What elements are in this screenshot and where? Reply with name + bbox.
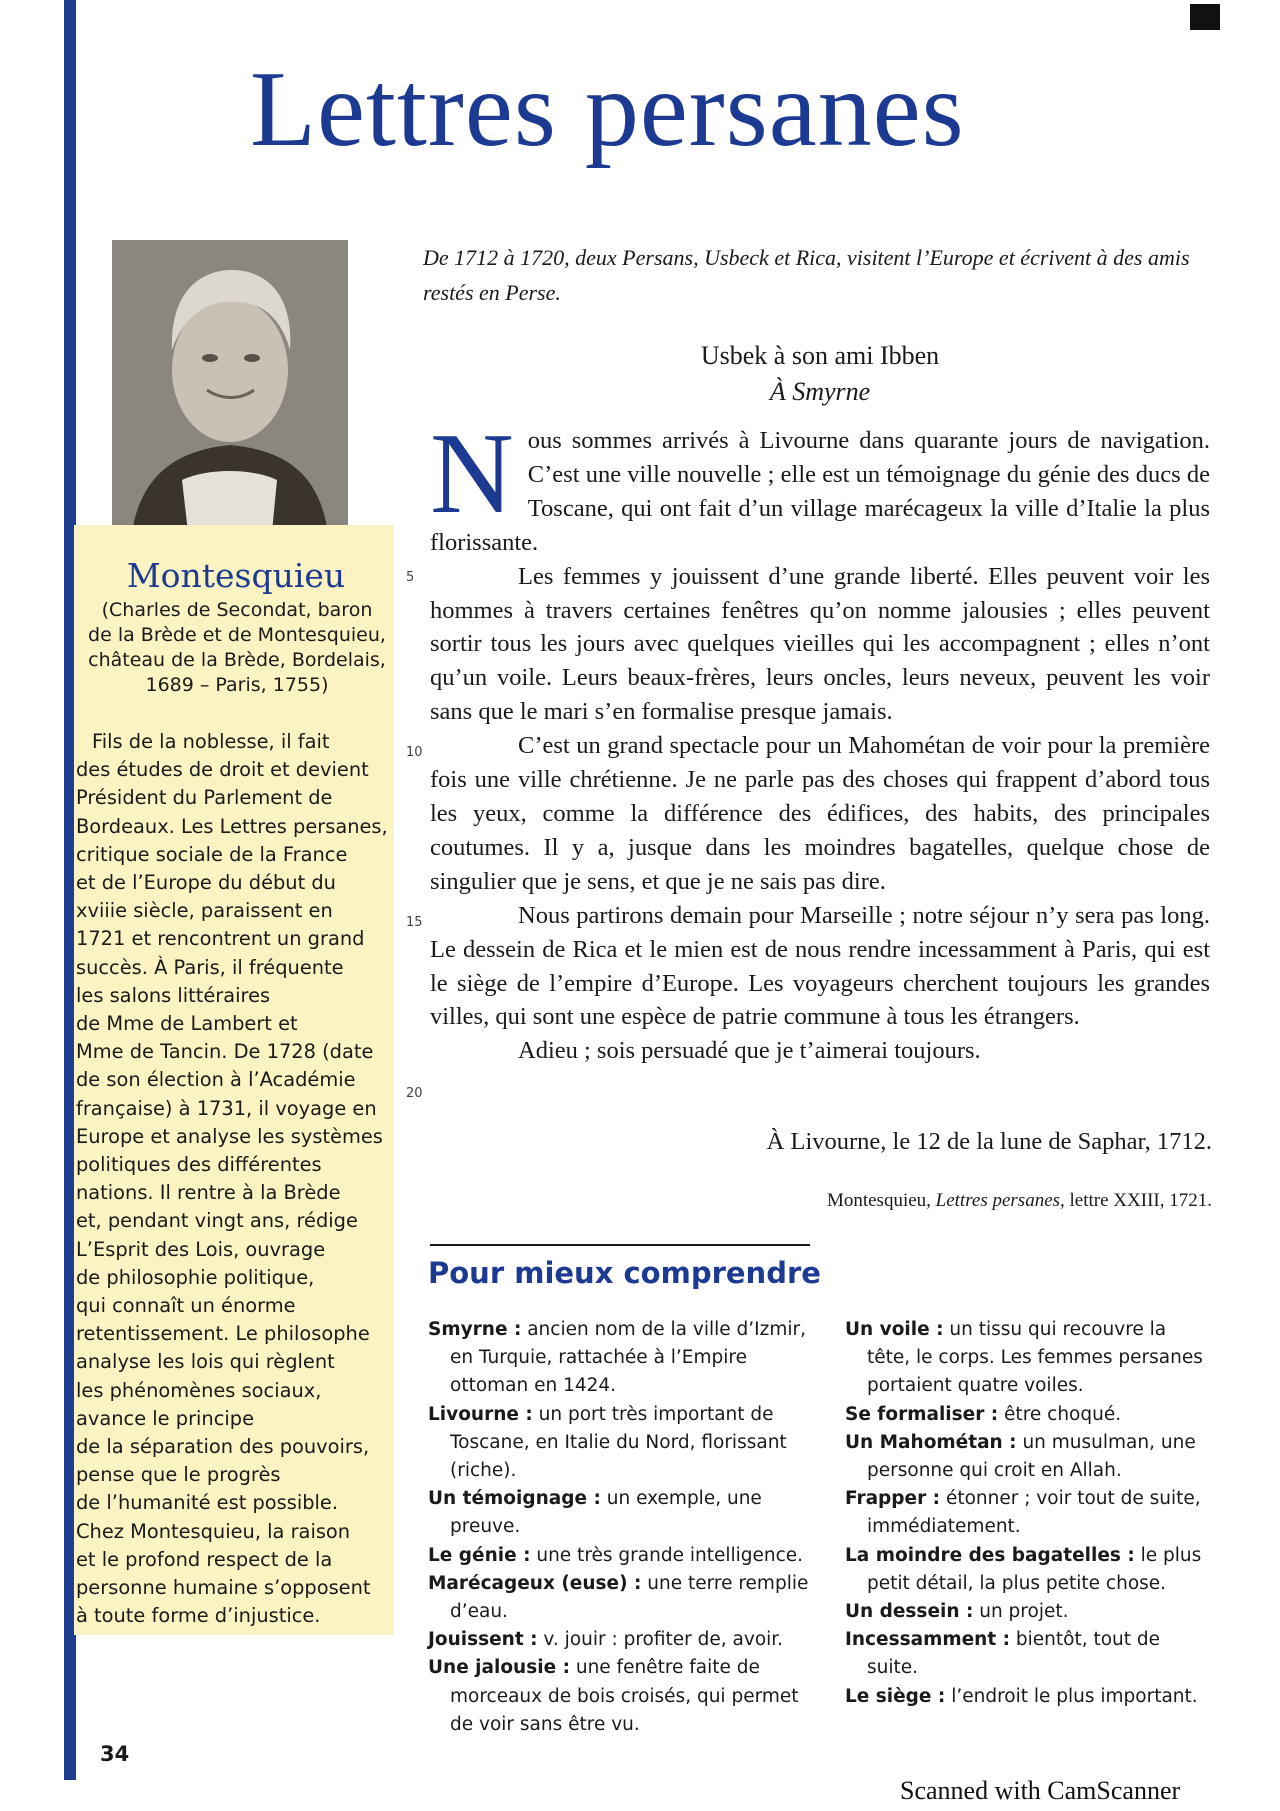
author-dates — [84, 598, 390, 698]
glossary-entry — [428, 1401, 820, 1486]
letter-heading — [600, 338, 1040, 410]
letter-salutation: Usbek à son ami Ibben — [700, 341, 940, 370]
bio-line: Président du Parlement de — [76, 786, 333, 810]
glossary-term: Livourne : — [428, 1403, 533, 1425]
bio-line: politiques des différentes — [76, 1153, 322, 1177]
bio-line: retentissement. Le philosophe — [76, 1322, 370, 1346]
bio-line: de la séparation des pouvoirs, — [76, 1435, 370, 1459]
bio-line: des études de droit et devient — [76, 758, 369, 782]
letter-paragraph — [430, 410, 1210, 560]
glossary-term: Le génie : — [428, 1544, 531, 1566]
glossary-entry — [845, 1429, 1215, 1485]
page-title: Lettres persanes — [250, 50, 965, 169]
glossary-term: Smyrne : — [428, 1319, 522, 1340]
bio-line: de son élection à l’Académie — [76, 1068, 356, 1092]
author-name: Montesquieu — [126, 556, 346, 595]
glossary-entry — [845, 1598, 1215, 1626]
glossary-term: La moindre des bagatelles : — [845, 1544, 1135, 1566]
glossary-definition: le plus petit détail, la plus petite chose. — [867, 1544, 1202, 1594]
glossary-definition: bientôt, tout de suite. — [867, 1629, 1161, 1679]
glossary-entry — [428, 1570, 820, 1626]
glossary-term: Un dessein : — [845, 1601, 974, 1623]
bio-line: et de l’Europe du début du — [76, 871, 336, 895]
glossary-definition: un musulman, une personne qui croit en Allah. — [867, 1431, 1196, 1482]
bio-line: et, pendant vingt ans, rédige — [76, 1209, 358, 1233]
letter-signoff: À Livourne, le 12 de la lune de Saphar, 1712. — [766, 1128, 1212, 1155]
bio-line: Fils de la noblesse, il fait — [92, 730, 330, 753]
author-dates-line: de la Brède et de Montesquieu, — [88, 624, 386, 646]
letter-paragraph: Adieu ; sois persuadé que je t’aimerai toujours. — [518, 1037, 981, 1065]
intro-text: De 1712 à 1720, deux Persans, Usbeck et Rica, visitent l’Europe et écrivent à des amis restés en Perse. — [423, 245, 1190, 305]
glossary-column-left — [428, 1316, 820, 1739]
glossary-definition: une terre remplie d’eau. — [450, 1572, 809, 1623]
glossary-entry — [845, 1683, 1215, 1711]
bio-line: à toute forme d’injustice. — [76, 1604, 321, 1628]
bio-line: succès. À Paris, il fréquente — [76, 955, 344, 979]
glossary-definition: un port très important de Toscane, en Italie du Nord, florissant (riche). — [450, 1403, 787, 1482]
glossary-definition: l’endroit le plus important. — [945, 1685, 1198, 1707]
source-author: Montesquieu, — [826, 1190, 936, 1211]
glossary-term: Se formaliser : — [845, 1403, 999, 1425]
line-number: 10 — [406, 745, 423, 760]
glossary-entry — [428, 1485, 820, 1541]
line-number: 20 — [406, 1086, 423, 1101]
line-number: 15 — [406, 915, 423, 930]
glossary-term: Un Mahométan : — [845, 1431, 1017, 1453]
bio-line: 1721 et rencontrent un grand — [76, 927, 365, 951]
line-number: 5 — [406, 570, 415, 585]
author-portrait — [112, 240, 348, 532]
bio-line: avance le principe — [76, 1406, 255, 1430]
glossary-entry — [845, 1485, 1215, 1541]
glossary-definition: un tissu qui recouvre la tête, le corps. Les femmes persanes portaient quatre voiles. — [867, 1319, 1203, 1397]
letter-paragraph-text: ous sommes arrivés à Livourne dans quarante jours de navigation. C’est une ville nouvelle ; elle est un témoignage du génie des ducs de Toscane, qui ont fait d’un village marécageux la ville d’Italie la plus florissante. — [430, 427, 1210, 556]
glossary-definition: un exemple, une preuve. — [450, 1488, 762, 1538]
glossary-term: Une jalousie : — [428, 1657, 570, 1679]
glossary-term: Un témoignage : — [428, 1488, 601, 1510]
glossary-term: Un voile : — [845, 1319, 944, 1340]
glossary-definition: v. jouir : profiter de, avoir. — [537, 1629, 784, 1651]
drop-cap: N — [430, 410, 514, 538]
glossary-entry — [428, 1654, 820, 1739]
glossary-definition: étonner ; voir tout de suite, immédiatement. — [867, 1488, 1201, 1538]
bio-line: personne humaine s’opposent — [76, 1576, 371, 1600]
glossary-term: Incessamment : — [845, 1629, 1011, 1651]
bio-line: et le profond respect de la — [76, 1547, 333, 1571]
glossary-title: Pour mieux comprendre — [428, 1256, 821, 1290]
author-biography — [76, 728, 394, 1631]
glossary-definition: ancien nom de la ville d’Izmir, en Turquie, rattachée à l’Empire ottoman en 1424. — [450, 1319, 806, 1397]
bio-line: française) à 1731, il voyage en — [76, 1096, 377, 1120]
bio-line: Chez Montesquieu, la raison — [76, 1519, 351, 1543]
glossary-entry — [428, 1316, 820, 1401]
glossary-entry — [428, 1626, 820, 1654]
corner-mark — [1190, 4, 1220, 30]
glossary-definition: être choqué. — [998, 1403, 1122, 1425]
glossary-entry — [845, 1401, 1215, 1429]
glossary-entry — [845, 1316, 1215, 1401]
bio-line: Bordeaux. Les Lettres persanes, — [76, 814, 388, 838]
bio-line: xviiie siècle, paraissent en — [76, 899, 333, 923]
letter-paragraph: Nous partirons demain pour Marseille ; notre séjour n’y sera pas long. Le dessein de Rica et le mien est de nous rendre incessamment à Paris, qui est le siège de l’empire d’Europe. Les voyageurs cherchent toujours les grandes villes, qui sont une espèce de patrie commune à tous les étrangers. — [430, 901, 1210, 1031]
bio-line: Mme de Tancin. De 1728 (date — [76, 1040, 374, 1064]
bio-line: les phénomènes sociaux, — [76, 1378, 322, 1402]
author-dates-line: château de la Brède, Bordelais, — [88, 649, 386, 671]
letter-paragraph: Les femmes y jouissent d’une grande liberté. Elles peuvent voir les hommes à travers certaines fenêtres qu’on nomme jalousies ; elles peuvent sortir tous les jours avec quelques vieilles qui les accompagnent ; elles n’ont qu’un voile. Leurs beaux-frères, leurs oncles, leurs neveux, peuvent les voir sans que le mari s’en formalise presque jamais. — [430, 562, 1210, 726]
bio-line: critique sociale de la France — [76, 842, 348, 866]
bio-line: pense que le progrès — [76, 1463, 281, 1487]
bio-line: nations. Il rentre à la Brède — [76, 1181, 341, 1205]
glossary-entry — [845, 1542, 1215, 1598]
bio-line: L’Esprit des Lois, ouvrage — [76, 1237, 326, 1261]
glossary-term: Marécageux (euse) : — [428, 1572, 642, 1594]
glossary-definition: une très grande intelligence. — [530, 1544, 804, 1566]
bio-line: les salons littéraires — [76, 983, 271, 1007]
bio-line: analyse les lois qui règlent — [76, 1350, 335, 1374]
bio-line: de l’humanité est possible. — [76, 1491, 339, 1515]
author-dates-line: 1689 – Paris, 1755) — [145, 674, 329, 696]
glossary-entry — [845, 1626, 1215, 1682]
letter-body — [430, 410, 1210, 1068]
bio-line: de philosophie politique, — [76, 1265, 315, 1289]
glossary-definition: une fenêtre faite de morceaux de bois croisés, qui permet de voir sans être vu. — [450, 1657, 799, 1735]
section-divider — [430, 1244, 810, 1246]
bio-line: qui connaît un énorme — [76, 1294, 296, 1318]
glossary-definition: un projet. — [973, 1601, 1069, 1623]
glossary-term: Le siège : — [845, 1685, 946, 1707]
source-title: Lettres persanes — [935, 1190, 1061, 1211]
letter-destination: À Smyrne — [769, 377, 871, 406]
glossary-column-right — [845, 1316, 1215, 1711]
bio-line: Europe et analyse les systèmes — [76, 1124, 383, 1148]
glossary-entry — [428, 1542, 820, 1570]
source-citation — [600, 1190, 1212, 1212]
scan-watermark: Scanned with CamScanner — [900, 1776, 1181, 1805]
glossary-term: Jouissent : — [428, 1629, 538, 1651]
letter-paragraph: C’est un grand spectacle pour un Mahométan de voir pour la première fois une ville chrétienne. Je ne parle pas des choses qui frappent d’abord tous les yeux, comme la différence des édifices, des habits, des principales coutumes. Il y a, jusque dans les moindres bagatelles, quelque chose de singulier que je sens, et que je ne sais pas dire. — [430, 732, 1210, 895]
bio-line: de Mme de Lambert et — [76, 1012, 298, 1036]
page-number: 34 — [100, 1742, 130, 1766]
glossary-term: Frapper : — [845, 1488, 941, 1510]
author-dates-line: (Charles de Secondat, baron — [101, 599, 373, 621]
source-details: , lettre XXIII, 1721. — [1060, 1190, 1212, 1211]
